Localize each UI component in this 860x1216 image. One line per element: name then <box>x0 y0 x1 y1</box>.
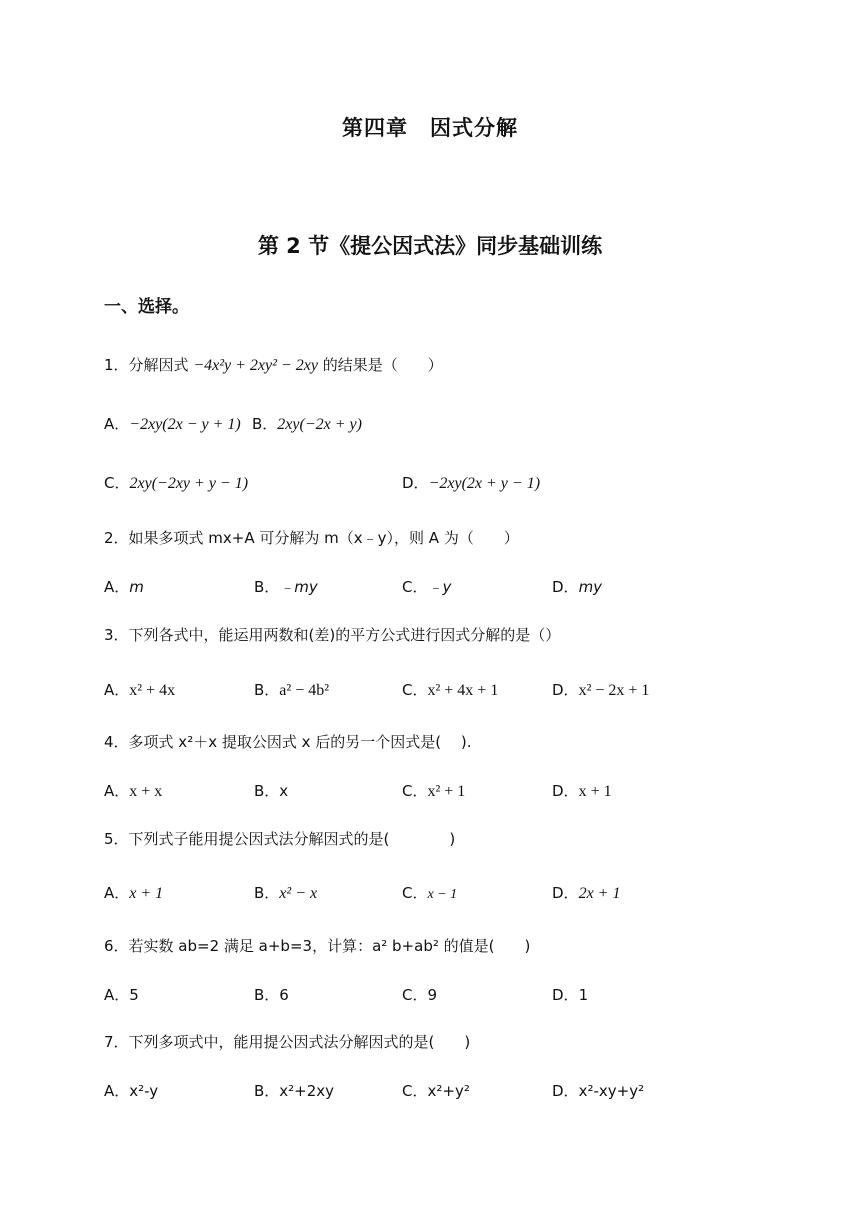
option-label: C． <box>402 1082 428 1100</box>
option-text: x + 1 <box>129 885 164 902</box>
option-text: x²+y² <box>427 1082 470 1100</box>
option-label: B． <box>254 884 280 902</box>
option-label: C． <box>402 986 428 1004</box>
option-label: D． <box>552 578 579 596</box>
option-text: m <box>129 578 144 596</box>
option-text: x <box>279 782 289 800</box>
option-label: A． <box>104 415 130 433</box>
question-4-option-d[interactable] <box>552 780 612 801</box>
option-text: x²+2xy <box>279 1082 335 1100</box>
option-label: B． <box>254 578 280 596</box>
option-text: ﹣y <box>427 578 452 596</box>
question-2-option-b[interactable] <box>254 576 318 597</box>
option-label: D． <box>552 681 579 699</box>
question-6-option-d[interactable] <box>552 984 588 1005</box>
question-3-option-d[interactable] <box>552 679 649 700</box>
question-5: 5．下列式子能用提公因式法分解因式的是( ) <box>104 830 456 848</box>
question-7: 7．下列多项式中，能用提公因式法分解因式的是( ) <box>104 1033 471 1051</box>
option-label: D． <box>402 474 429 492</box>
question-2: 2．如果多项式 mx+A 可分解为 m（x﹣y），则 A 为（ ） <box>104 529 519 547</box>
question-5-option-b[interactable] <box>254 882 317 903</box>
question-7-option-d[interactable] <box>552 1080 644 1101</box>
question-5-option-a[interactable] <box>104 882 163 903</box>
question-1-option-d[interactable] <box>402 472 540 493</box>
question-1-expression: −4x²y + 2xy² − 2xy <box>193 357 318 374</box>
option-label: C． <box>402 578 428 596</box>
option-label: C． <box>402 782 428 800</box>
option-text: x + 1 <box>578 783 612 800</box>
question-7-option-a[interactable] <box>104 1080 158 1101</box>
option-text: 9 <box>427 986 438 1004</box>
question-6-option-b[interactable] <box>254 984 289 1005</box>
option-text: 6 <box>279 986 289 1004</box>
option-label: D． <box>552 782 579 800</box>
question-6-option-c[interactable] <box>402 984 437 1005</box>
question-4: 4．多项式 x²＋x 提取公因式 x 后的另一个因式是( ). <box>104 733 472 751</box>
option-label: A． <box>104 1082 130 1100</box>
option-label: B． <box>254 986 280 1004</box>
option-text: x² − x <box>279 885 318 902</box>
question-7-option-c[interactable] <box>402 1080 470 1101</box>
question-2-option-d[interactable] <box>552 576 602 597</box>
question-1-option-a[interactable] <box>104 413 241 434</box>
option-label: D． <box>552 884 579 902</box>
section-title: 第 2 节《提公因式法》同步基础训练 <box>257 234 603 258</box>
option-label: B． <box>254 681 280 699</box>
option-text: x + x <box>129 783 163 800</box>
option-label: B． <box>254 1082 280 1100</box>
question-6-option-a[interactable] <box>104 984 139 1005</box>
option-text: x² + 4x <box>129 682 176 699</box>
question-1-suffix: 的结果是（ ） <box>322 356 443 374</box>
option-text: x² + 1 <box>427 783 466 800</box>
option-label: A． <box>104 578 130 596</box>
question-1-option-b[interactable] <box>252 413 362 434</box>
option-label: C． <box>402 884 428 902</box>
question-5-option-d[interactable] <box>552 882 620 903</box>
part-heading: 一、选择。 <box>104 297 189 317</box>
option-label: C． <box>104 474 130 492</box>
option-text: 2xy(−2x + y) <box>277 416 362 433</box>
question-2-option-c[interactable] <box>402 576 451 597</box>
option-label: A． <box>104 782 130 800</box>
option-label: A． <box>104 986 130 1004</box>
option-text: x − 1 <box>427 887 458 902</box>
question-4-option-a[interactable] <box>104 780 162 801</box>
option-text: x² + 4x + 1 <box>427 682 499 699</box>
question-2-option-a[interactable] <box>104 576 144 597</box>
option-label: C． <box>402 681 428 699</box>
option-text: a² − 4b² <box>279 682 330 699</box>
question-3: 3．下列各式中，能运用两数和(差)的平方公式进行因式分解的是（） <box>104 626 561 644</box>
question-4-option-c[interactable] <box>402 780 465 801</box>
question-3-option-c[interactable] <box>402 679 498 700</box>
question-1-prefix: 1．分解因式 <box>104 356 189 374</box>
option-label: A． <box>104 681 130 699</box>
option-label: B． <box>252 415 278 433</box>
option-label: D． <box>552 986 579 1004</box>
question-7-option-b[interactable] <box>254 1080 334 1101</box>
option-text: 2x + 1 <box>578 885 621 902</box>
option-text: −2xy(2x − y + 1) <box>129 416 241 433</box>
question-3-option-b[interactable] <box>254 679 329 700</box>
question-1 <box>104 354 443 375</box>
option-text: 5 <box>129 986 139 1004</box>
option-label: A． <box>104 884 130 902</box>
option-text: 2xy(−2xy + y − 1) <box>129 475 249 492</box>
option-text: −2xy(2x + y − 1) <box>428 475 541 492</box>
question-6: 6．若实数 ab=2 满足 a+b=3，计算：a² b+ab² 的值是( ) <box>104 937 531 955</box>
option-text: ﹣my <box>279 578 318 596</box>
chapter-title: 第四章 因式分解 <box>342 116 518 140</box>
option-text: x²-xy+y² <box>578 1082 645 1100</box>
question-4-option-b[interactable] <box>254 780 288 801</box>
option-text: my <box>578 578 603 596</box>
option-text: x²-y <box>129 1082 159 1100</box>
question-3-option-a[interactable] <box>104 679 175 700</box>
option-label: D． <box>552 1082 579 1100</box>
option-text: 1 <box>578 986 589 1004</box>
option-text: x² − 2x + 1 <box>578 682 650 699</box>
question-1-option-c[interactable] <box>104 472 248 493</box>
question-5-option-c[interactable] <box>402 882 457 903</box>
option-label: B． <box>254 782 280 800</box>
